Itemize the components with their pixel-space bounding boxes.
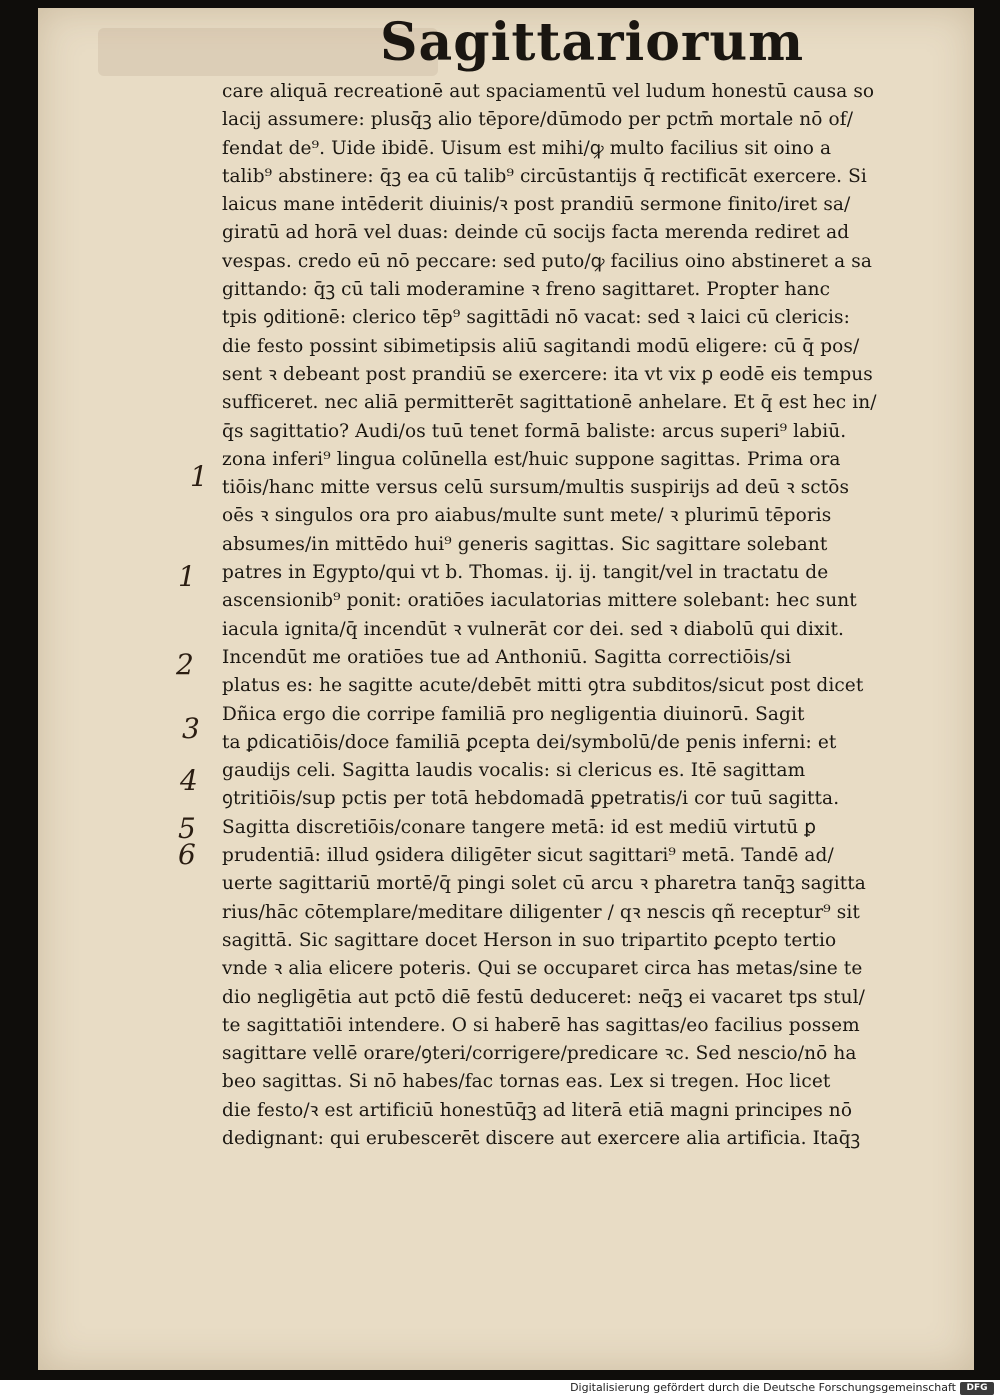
text-line: ꝯtritiōis/sup pctis per totā hebdomadā ꝑpetratis/i cor tuū sagitta.	[222, 788, 840, 810]
text-line: laicus mane intēderit diuinis/ꝛ post prandiū sermone finito/iret sa/	[222, 194, 851, 216]
text-line: lacij assumere: plusq̄ꝫ alio tēpore/dūmodo per pctm̄ mortale nō of/	[222, 109, 854, 131]
text-line: te sagittatiōi intendere. O si haberē has sagittas/eo facilius possem	[222, 1014, 860, 1036]
text-line: dio negligētia aut pctō diē festū deduceret: neq̄ꝫ ei vacaret tps stul/	[222, 986, 865, 1008]
text-line: die festo/ꝛ est artificiū honestūq̄ꝫ ad literā etiā magni principes nō	[222, 1099, 853, 1121]
text-line: talib⁹ abstinere: q̄ꝫ ea cū talib⁹ circūstantijs q̄ rectificāt exercere. Si	[222, 165, 867, 187]
text-line: iacula ignita/q̄ incendūt ꝛ vulnerāt cor dei. sed ꝛ diabolū qui dixit.	[222, 618, 845, 640]
text-line: prudentiā: illud ꝯsidera diligēter sicut sagittari⁹ metā. Tandē ad/	[222, 845, 834, 867]
text-line: vnde ꝛ alia elicere poteris. Qui se occuparet circa has metas/sine te	[222, 958, 863, 980]
text-line: sagittare vellē orare/ꝯteri/corrigere/predicare ꝛc. Sed nescio/nō ha	[222, 1043, 857, 1065]
text-line: q̄s sagittatio? Audi/os tuū tenet formā baliste: arcus superi⁹ labiū.	[222, 420, 847, 442]
text-line: beo sagittas. Si nō habes/fac tornas eas. Lex si tregen. Hoc licet	[222, 1071, 831, 1093]
text-line: Sagitta discretiōis/conare tangere metā: id est mediū virtutū ꝑ	[222, 816, 817, 838]
text-line: Dñica ergo die corripe familiā pro negligentia diuinorū. Sagit	[222, 703, 805, 725]
text-line: giratū ad horā vel duas: deinde cū socijs facta merenda rediret ad	[222, 222, 850, 244]
text-line: ta ꝑdicatiōis/doce familiā ꝑcepta dei/symbolū/de penis inferni: et	[222, 731, 837, 753]
marginal-number: 4	[180, 764, 198, 797]
funding-credit: Digitalisierung gefördert durch die Deutsche Forschungsgemeinschaft	[570, 1381, 956, 1394]
text-line: rius/hāc cōtemplare/meditare diligenter / qꝛ nescis qñ receptur⁹ sit	[222, 901, 860, 923]
marginal-number: 6	[178, 838, 196, 871]
text-line: gaudijs celi. Sagitta laudis vocalis: si clericus es. Itē sagittam	[222, 760, 806, 782]
text-line: die festo possint sibimetipsis aliū sagitandi modū eligere: cū q̄ pos/	[222, 335, 860, 357]
dfg-logo: DFG	[960, 1382, 994, 1395]
text-line: platus es: he sagitte acute/debēt mitti ꝯtra subditos/sicut post dicet	[222, 675, 864, 697]
text-line: gittando: q̄ꝫ cū tali moderamine ꝛ freno sagittaret. Propter hanc	[222, 279, 831, 301]
text-line: oēs ꝛ singulos ora pro aiabus/multe sunt mete/ ꝛ plurimū tēporis	[222, 505, 832, 527]
text-line: uerte sagittariū mortē/q̄ pingi solet cū arcu ꝛ pharetra tanq̄ꝫ sagitta	[222, 873, 866, 895]
text-line: zona inferi⁹ lingua colūnella est/huic suppone sagittas. Prima ora	[222, 448, 841, 470]
text-block	[222, 78, 967, 1153]
text-line: sagittā. Sic sagittare docet Herson in suo tripartito ꝑcepto tertio	[222, 929, 837, 951]
text-line: Incendūt me oratiōes tue ad Anthoniū. Sagitta correctiōis/si	[222, 646, 792, 668]
text-line: tiōis/hanc mitte versus celū sursum/multis suspirijs ad deū ꝛ sctōs	[222, 477, 850, 499]
marginal-number: 1	[178, 560, 196, 593]
text-line: tpis ꝯditionē: clerico tēp⁹ sagittādi nō vacat: sed ꝛ laici cū clericis:	[222, 307, 850, 329]
text-line: patres in Egypto/qui vt b. Thomas. ij. ij. tangit/vel in tractatu de	[222, 562, 829, 584]
marginal-number: 1	[190, 460, 208, 493]
text-line: absumes/in mittēdo hui⁹ generis sagittas. Sic sagittare solebant	[222, 533, 828, 555]
text-line: vespas. credo eū nō peccare: sed puto/ꝙ facilius oino abstineret a sa	[222, 250, 872, 272]
text-line: ascensionib⁹ ponit: oratiōes iaculatorias mittere solebant: hec sunt	[222, 590, 857, 612]
text-line: sent ꝛ debeant post prandiū se exercere: ita vt vix ꝑ eodē eis tempus	[222, 363, 873, 385]
running-header: Sagittariorum	[380, 12, 805, 73]
text-line: care aliquā recreationē aut spaciamentū vel ludum honestū causa so	[222, 81, 875, 102]
text-line: sufficeret. nec aliā permitterēt sagittationē anhelare. Et q̄ est hec in/	[222, 392, 877, 414]
footer-bar	[0, 1380, 1000, 1397]
marginal-number: 2	[176, 648, 194, 681]
marginal-number: 5	[178, 812, 196, 845]
marginal-number: 3	[182, 712, 200, 745]
text-line: fendat de⁹. Uide ibidē. Uisum est mihi/ꝙ multo facilius sit oino a	[222, 137, 832, 159]
text-line: dedignant: qui erubescerēt discere aut exercere alia artificia. Itaq̄ꝫ	[222, 1127, 861, 1149]
